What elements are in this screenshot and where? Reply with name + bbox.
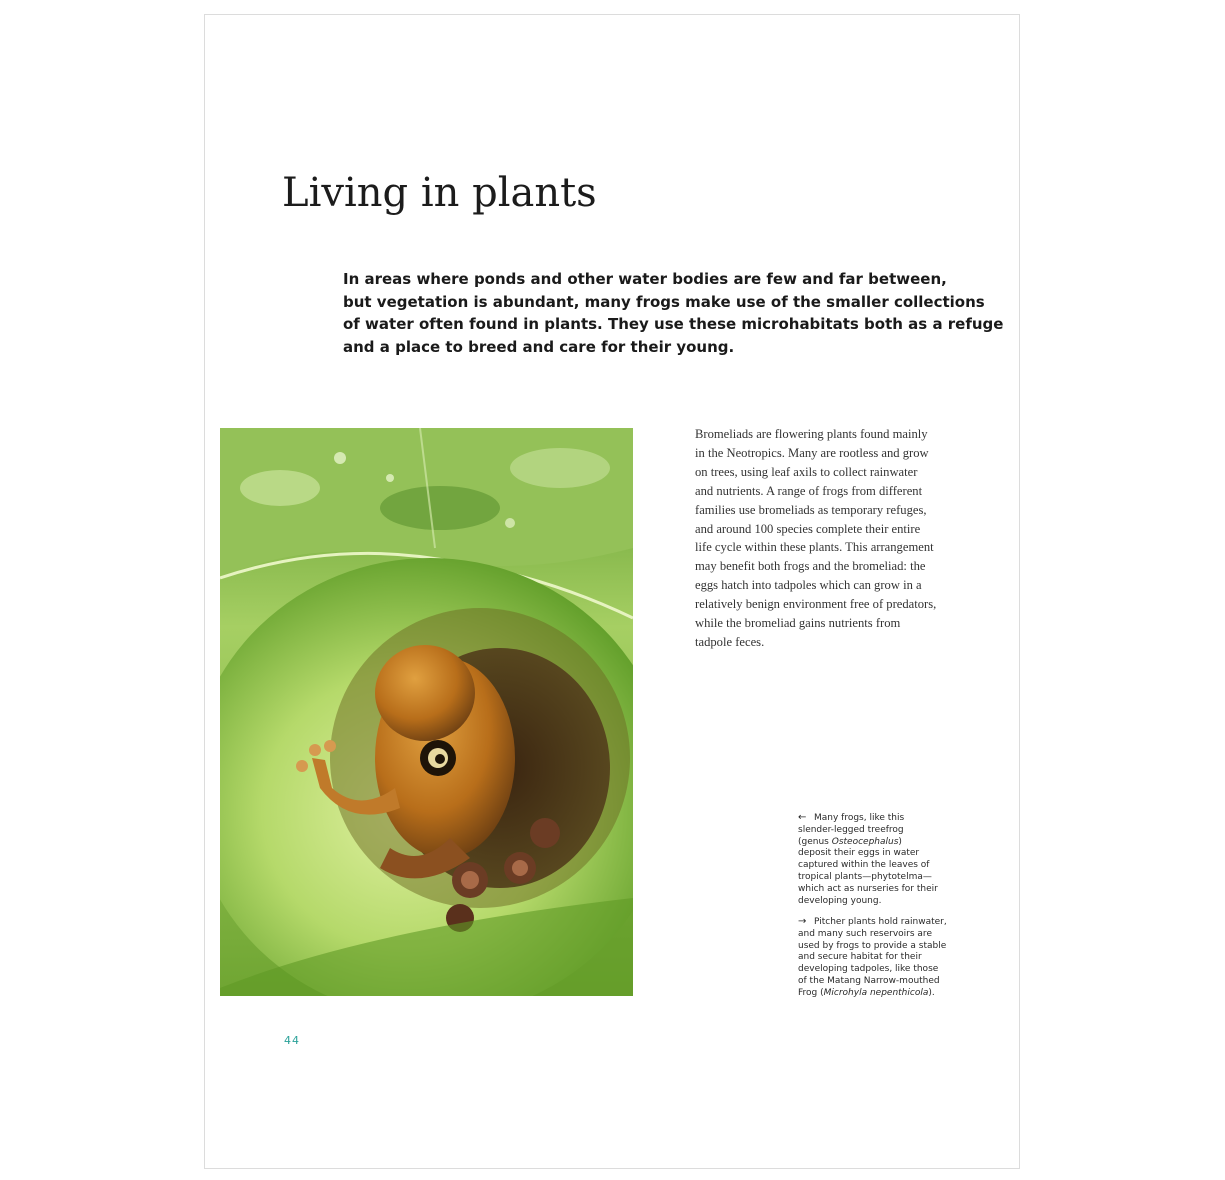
body-line: life cycle within these plants. This arrangement xyxy=(695,540,934,555)
caption-text: (genus xyxy=(798,836,832,847)
intro-line: of water often found in plants. They use these microhabitats both as a refuge xyxy=(343,315,1004,333)
photo-caption-right xyxy=(798,916,958,1000)
body-line: Bromeliads are flowering plants found mainly xyxy=(695,427,928,441)
caption-line: slender-legged treefrog xyxy=(798,824,904,835)
body-line: families use bromeliads as temporary refuges, xyxy=(695,502,927,517)
caption-line: Pitcher plants hold rainwater, xyxy=(814,917,947,927)
intro-line: but vegetation is abundant, many frogs make use of the smaller collections xyxy=(343,292,985,311)
caption-line: of the Matang Narrow-mouthed xyxy=(798,975,940,986)
species-name: Microhyla nepenthicola xyxy=(823,987,929,998)
caption-line: and many such reservoirs are xyxy=(798,928,932,939)
body-line: and nutrients. A range of frogs from different xyxy=(695,483,923,498)
caption-text: Frog ( xyxy=(798,987,824,998)
intro-paragraph xyxy=(343,268,1004,358)
caption-line: developing tadpoles, like those xyxy=(798,964,939,975)
caption-line: developing young. xyxy=(798,895,882,906)
body-line: eggs hatch into tadpoles which can grow in a xyxy=(695,578,922,593)
frog-in-bromeliad-photo xyxy=(220,428,633,996)
body-line: tadpole feces. xyxy=(695,634,765,649)
page-title: Living in plants xyxy=(282,170,597,216)
body-line: and around 100 species complete their entire xyxy=(695,521,921,536)
caption-line: captured within the leaves of xyxy=(798,860,930,871)
caption-line: deposit their eggs in water xyxy=(798,848,920,859)
arrow-right-icon: → xyxy=(798,916,807,927)
body-line: on trees, using leaf axils to collect rainwater xyxy=(695,464,918,479)
caption-text: ). xyxy=(928,987,935,998)
genus-name: Osteocephalus xyxy=(831,836,899,847)
caption-text: ) xyxy=(898,836,902,847)
intro-line: and a place to breed and care for their young. xyxy=(343,337,735,356)
page-number: 44 xyxy=(284,1034,300,1047)
arrow-left-icon: ← xyxy=(798,812,807,823)
photo-caption-left xyxy=(798,812,958,907)
caption-line: and secure habitat for their xyxy=(798,952,922,963)
caption-line: Many frogs, like this xyxy=(814,813,905,823)
body-paragraph xyxy=(695,425,955,652)
caption-line: tropical plants—phytotelma— xyxy=(798,871,932,882)
caption-line: which act as nurseries for their xyxy=(798,883,938,894)
intro-line: In areas where ponds and other water bodies are few and far between, xyxy=(343,270,947,288)
body-line: may benefit both frogs and the bromeliad: the xyxy=(695,559,926,574)
body-line: relatively benign environment free of predators, xyxy=(695,597,937,612)
body-line: in the Neotropics. Many are rootless and grow xyxy=(695,445,929,460)
caption-line: used by frogs to provide a stable xyxy=(798,940,947,951)
body-line: while the bromeliad gains nutrients from xyxy=(695,616,901,631)
